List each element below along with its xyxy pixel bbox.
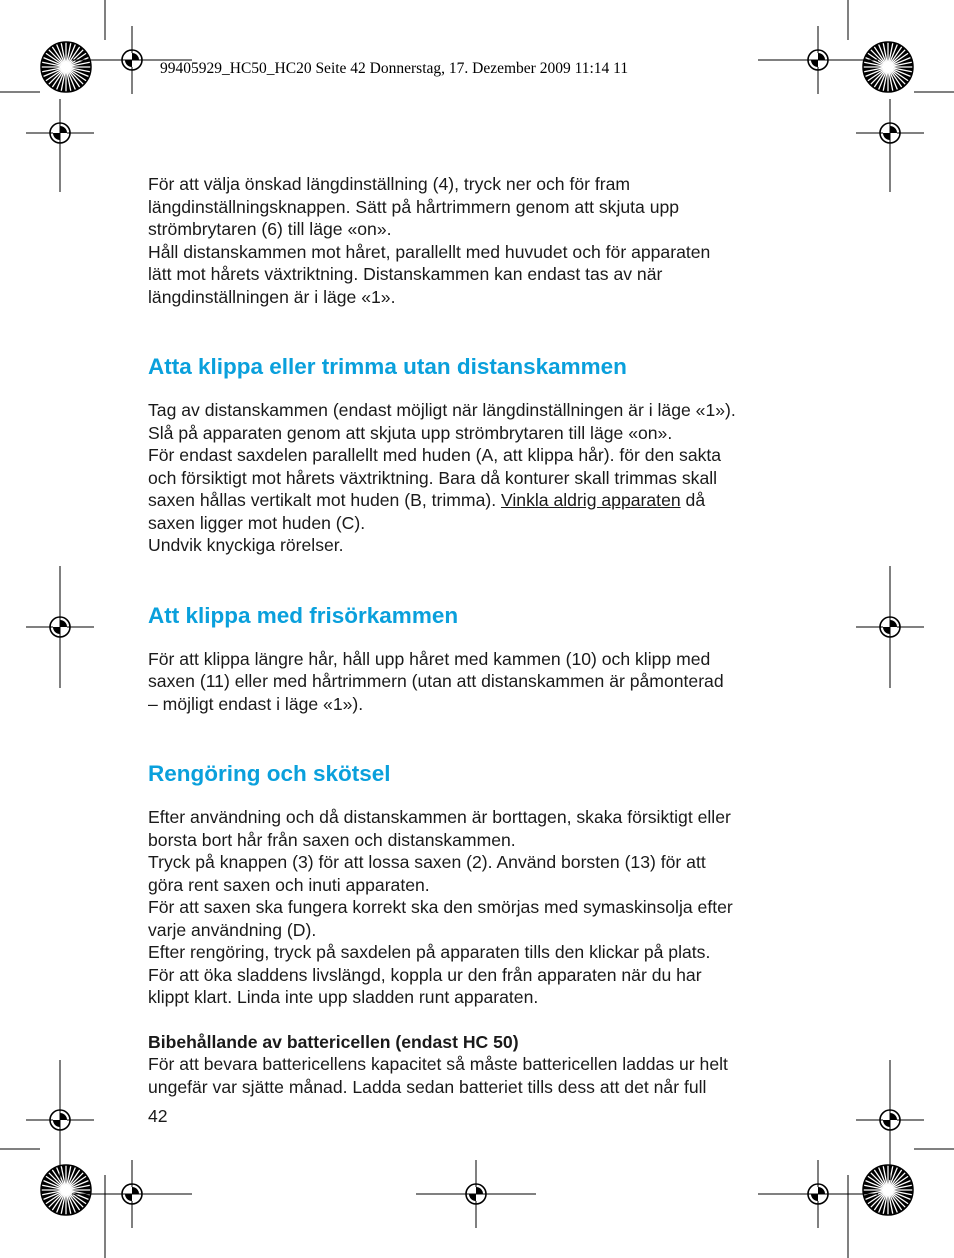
text-line: borsta bort hår från saxen och distanskammen. xyxy=(148,829,516,850)
text-line: göra rent saxen och inuti apparaten. xyxy=(148,874,430,895)
text-line: klippt klart. Linda inte upp sladden runt apparaten. xyxy=(148,987,539,1007)
text-line: Undvik knyckiga rörelser. xyxy=(148,535,344,555)
intro-paragraph xyxy=(148,173,813,308)
battery-paragraph xyxy=(148,1053,813,1098)
print-slug: 99405929_HC50_HC20 Seite 42 Donnerstag, 17. Dezember 2009 11:14 11 xyxy=(160,60,629,77)
text-line: ungefär var sjätte månad. Ladda sedan batteriet tills dess att det når full xyxy=(148,1076,707,1097)
text-line: – möjligt endast i läge «1»). xyxy=(148,693,364,714)
text-line: För att saxen ska fungera korrekt ska den smörjas med symaskinsolja efter xyxy=(148,897,733,917)
text-line: Tag av distanskammen (endast möjligt när längdinställningen är i läge «1»). xyxy=(148,400,736,420)
starburst-mark-top-right xyxy=(863,42,913,92)
starburst-mark-top-left xyxy=(41,42,91,92)
starburst-mark-bottom-right xyxy=(863,1165,913,1215)
text-line xyxy=(148,489,813,512)
comb-paragraph xyxy=(148,648,813,716)
text-line: längdinställningsknappen. Sätt på hårtrimmern genom att skjuta upp xyxy=(148,196,680,217)
underlined-warning: Vinkla aldrig app xyxy=(500,490,631,510)
underlined-warning: araten xyxy=(630,490,681,510)
text-line: Efter rengöring, tryck på saxdelen på apparaten tills den klickar på plats. xyxy=(148,942,711,962)
text-line: Slå på apparaten genom att skjuta upp strömbrytaren till läge «on». xyxy=(148,422,673,443)
text-line: lätt mot hårets växtriktning. Distanskammen kan endast tas av när xyxy=(148,264,663,284)
subheading-battery: Bibehållande av battericellen (endast HC 50) xyxy=(148,1031,519,1052)
text-line: För endast saxdelen parallellt med huden (A, att klippa hår). för den sakta xyxy=(148,445,722,465)
text-run: saxen hållas vertikalt mot huden (B, trimma). xyxy=(148,490,501,510)
text-line: För att bevara battericellens kapacitet så måste battericellen laddas ur helt xyxy=(148,1054,728,1074)
text-line: Tryck på knappen (3) för att lossa saxen (2). Använd borsten (13) för att xyxy=(148,852,706,872)
starburst-mark-bottom-left xyxy=(41,1165,91,1215)
text-run: då xyxy=(680,490,706,510)
text-line: saxen ligger mot huden (C). xyxy=(148,512,366,533)
cleaning-paragraph xyxy=(148,806,813,1009)
text-line: strömbrytaren (6) till läge «on». xyxy=(148,219,392,239)
text-line: och försiktigt mot hårets växtriktning. Bara då konturer skall trimmas skall xyxy=(148,467,718,488)
page-number: 42 xyxy=(148,1106,168,1126)
text-line: För att öka sladdens livslängd, koppla ur den från apparaten när du har xyxy=(148,964,702,985)
text-line: längdinställningen är i läge «1». xyxy=(148,286,396,307)
section-heading-trim: Atta klippa eller trimma utan distanskammen xyxy=(148,354,627,379)
section-heading-cleaning: Rengöring och skötsel xyxy=(148,761,391,786)
trim-paragraph xyxy=(148,399,813,557)
section-heading-comb: Att klippa med frisörkammen xyxy=(148,602,459,628)
text-line: Håll distanskammen mot håret, parallellt med huvudet och för apparaten xyxy=(148,241,711,262)
text-line: För att klippa längre hår, håll upp håret med kammen (10) och klipp med xyxy=(148,648,711,669)
text-line: Efter användning och då distanskammen är borttagen, skaka försiktigt eller xyxy=(148,807,731,827)
text-line: För att välja önskad längdinställning (4), tryck ner och för fram xyxy=(148,174,631,194)
text-line: varje användning (D). xyxy=(148,919,317,940)
body-content xyxy=(148,173,813,1098)
text-line: saxen (11) eller med hårtrimmern (utan att distanskammen är påmonterad xyxy=(148,671,724,691)
